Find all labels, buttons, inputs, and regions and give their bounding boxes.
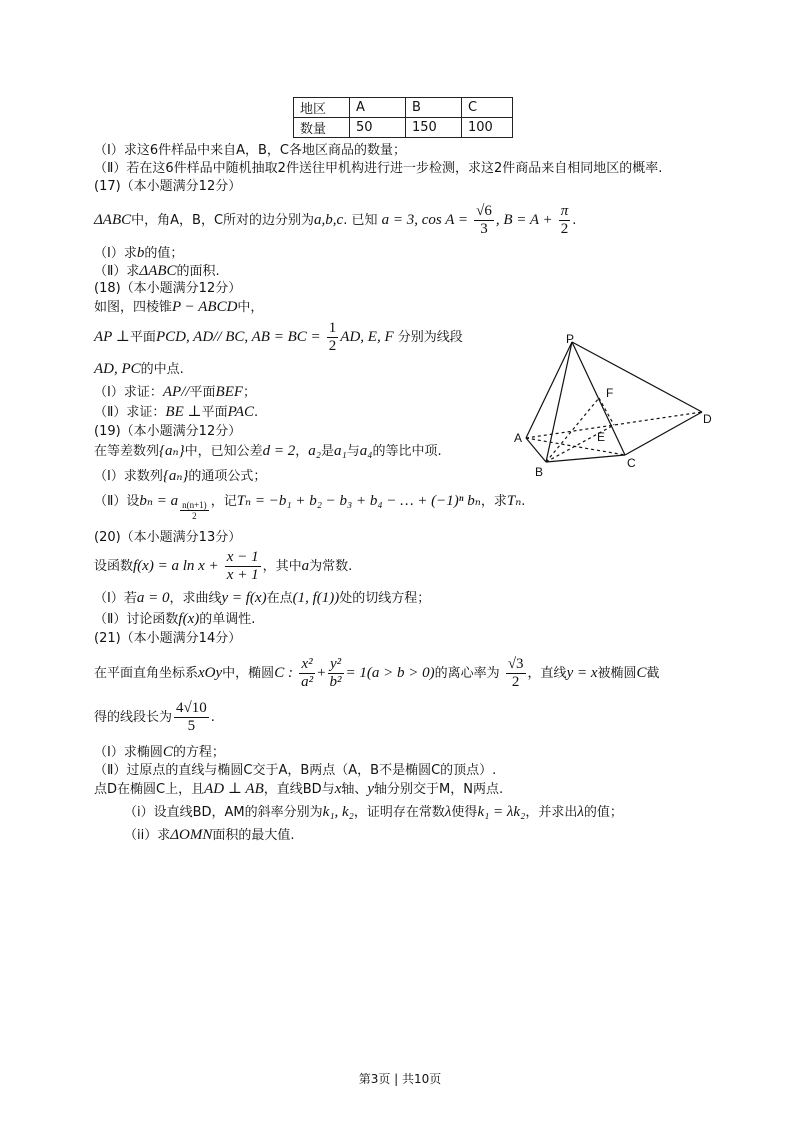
- q16-part1: （Ⅰ）求这6件样品中来自A，B，C各地区商品的数量；: [94, 143, 406, 158]
- q19-d: d = 2: [262, 443, 296, 459]
- q19-text: 是: [320, 444, 334, 459]
- region-quantity-table: [293, 97, 513, 138]
- q19-a2: a₂: [308, 443, 321, 459]
- q18-text: （Ⅰ）求证：: [94, 385, 163, 400]
- q18-condition2: [94, 360, 184, 379]
- q20-text: （Ⅱ）讨论函数: [94, 612, 179, 627]
- q20-part1: [94, 589, 430, 608]
- page-footer: 第3页 | 共10页: [358, 1072, 442, 1086]
- q17-text: . 已知: [343, 213, 378, 228]
- fraction-numerator: 4√10: [176, 700, 207, 716]
- q21-text: 得的线段长为: [94, 710, 173, 725]
- fraction-numerator: y²: [328, 656, 344, 674]
- q18-cond: AD, PC: [94, 361, 141, 377]
- table-row: [294, 98, 513, 118]
- q18-text: 如图，四棱锥: [94, 300, 173, 315]
- q19-a1: a₁: [333, 443, 347, 459]
- point-label-D: D: [703, 412, 712, 426]
- fraction-numerator: 1: [328, 320, 337, 336]
- q18-text: 分别为线段: [397, 330, 463, 345]
- table-cell: 地区: [294, 98, 350, 118]
- q19-text: 中，已知公差: [184, 444, 263, 459]
- q19-bn: bₙ = a: [139, 493, 179, 509]
- q18-var: BE ⊥: [165, 404, 202, 420]
- q20-header: (20)（本小题满分13分）: [94, 530, 242, 545]
- fraction-denominator: 5: [187, 718, 196, 734]
- fraction-numerator: x − 1: [226, 549, 259, 565]
- q19-part1: [94, 467, 266, 486]
- edge-AC: [526, 438, 625, 455]
- q21-chord: [94, 698, 215, 738]
- q19-part2: [94, 490, 525, 521]
- q16-part2: （Ⅱ）若在这6件样品中随机抽取2件送往甲机构进行进一步检测，求这2件商品来自相同地区的概率.: [94, 161, 663, 176]
- q21-text: 的方程；: [172, 745, 225, 760]
- q20-text: 的单调性.: [199, 612, 256, 627]
- q21-text: ，直线BD与: [263, 782, 335, 797]
- edge-FE: [599, 398, 614, 425]
- q20-text: ，其中: [262, 559, 302, 574]
- q19-text: 在等差数列: [94, 444, 160, 459]
- fraction-denominator: 2: [511, 674, 520, 690]
- q18-text: （Ⅱ）求证：: [94, 405, 166, 420]
- q21-x-fraction: [299, 656, 315, 691]
- q20-text: ，求曲线: [169, 591, 222, 606]
- q18-condition: [94, 318, 463, 357]
- edge-PB: [546, 342, 572, 462]
- q21-chord-fraction: [174, 700, 209, 735]
- q21-e-fraction: [506, 656, 526, 691]
- q18-header: (18)（本小题满分12分）: [94, 281, 242, 296]
- q21-text: 截: [646, 666, 660, 681]
- q17-text: 中，角A，B，C所对的边分别为: [131, 213, 315, 228]
- fraction-denominator: 3: [480, 221, 488, 237]
- fraction-denominator: 2: [328, 338, 337, 354]
- q21-k: k₁, k₂: [322, 804, 354, 820]
- q21-text: 被椭圆: [597, 666, 637, 681]
- q20-fraction: [225, 549, 261, 584]
- fraction-denominator: b²: [329, 674, 342, 690]
- q20-text: 处的切线方程；: [339, 591, 431, 606]
- q21-y: y: [367, 781, 375, 797]
- table-cell: 50: [350, 118, 406, 138]
- q21-text: 点D在椭圆C上，且: [94, 782, 205, 797]
- q21-header: (21)（本小题满分14分）: [94, 631, 242, 646]
- q17-triangle: ΔABC: [94, 212, 132, 228]
- point-label-E: E: [597, 430, 606, 444]
- q20-f: f(x) = a ln x +: [133, 558, 219, 574]
- q21-C: C: [636, 665, 647, 681]
- q19-text: ，记: [210, 494, 237, 509]
- q21-line: y = x: [566, 665, 598, 681]
- q18-text: .: [254, 405, 259, 420]
- edge-PD: [572, 342, 702, 412]
- table-cell: 数量: [294, 118, 350, 138]
- q18-text: 平面: [201, 405, 228, 420]
- q21-y-fraction: [328, 656, 344, 691]
- q19-text: （Ⅰ）求数列: [94, 469, 163, 484]
- q21-text: 轴、: [341, 782, 368, 797]
- q18-text: 平面: [189, 385, 216, 400]
- q17-period: .: [572, 213, 577, 228]
- point-label-A: A: [514, 431, 523, 445]
- table-cell: C: [462, 98, 513, 118]
- q21-cond: = 1(a > b > 0): [345, 665, 435, 681]
- q21-text: （i）设直线BD，AM的斜率分别为: [124, 805, 323, 820]
- q17-part1-text: 的值；: [144, 246, 184, 261]
- q21-text: ，直线: [527, 666, 567, 681]
- q21-text: 的值；: [583, 805, 623, 820]
- q17-condition: a = 3, cos A =: [381, 212, 468, 228]
- q20-a: a: [301, 558, 310, 574]
- q21-sub2: [124, 826, 295, 845]
- fraction-numerator: √3: [507, 656, 524, 672]
- q21-x: x: [334, 781, 342, 797]
- q21-text: 中，椭圆: [222, 666, 275, 681]
- pyramid-figure: [505, 330, 725, 480]
- q17-part2-var: ΔABC: [139, 263, 177, 279]
- q18-intro: [94, 298, 263, 317]
- q17-part2-text: （Ⅱ）求: [94, 264, 140, 279]
- q19-text: ，求: [480, 494, 507, 509]
- q21-plus: +: [317, 665, 326, 681]
- fraction-denominator: a²: [301, 674, 314, 690]
- q17-condition2: , B = A +: [495, 212, 553, 228]
- q18-half-fraction: [327, 320, 339, 355]
- q17-pi-fraction: [559, 203, 571, 238]
- q21-text: 轴分别交于M，N两点.: [374, 782, 504, 797]
- q21-C: C :: [274, 665, 293, 681]
- q18-cond: PCD, AD// BC, AB = BC =: [155, 329, 321, 345]
- edge-CD: [625, 412, 702, 455]
- q21-eq: k₁ = λk₂: [477, 804, 526, 820]
- q19-text: （Ⅱ）设: [94, 494, 140, 509]
- q20-text: 设函数: [94, 559, 134, 574]
- point-label-B: B: [535, 465, 544, 479]
- q21-text: .: [210, 710, 215, 725]
- q17-sides: a,b,c: [314, 212, 344, 228]
- q20-text: 在点: [266, 591, 293, 606]
- q19-text: ，: [295, 444, 309, 459]
- q18-cond: AD, E, F: [340, 329, 394, 345]
- edge-BF: [546, 398, 599, 462]
- q21-part1: [94, 743, 225, 762]
- q21-text: 的离心率为: [434, 666, 500, 681]
- q18-part2: [94, 403, 258, 422]
- q18-text: ；: [243, 385, 257, 400]
- q21-C: C: [162, 744, 173, 760]
- q19-seq: {aₙ}: [162, 468, 189, 484]
- q21-text: ，并求出: [525, 805, 578, 820]
- q20-curve: y = f(x): [221, 590, 267, 606]
- q20-a0: a = 0: [136, 590, 170, 606]
- fraction-denominator: x + 1: [226, 567, 259, 583]
- q21-part2-cont: [94, 780, 503, 799]
- q21-cond: AD ⊥ AB: [204, 781, 264, 797]
- q21-text: （Ⅰ）求椭圆: [94, 745, 163, 760]
- q18-var: BEF: [215, 384, 244, 400]
- fraction-denominator: 2: [192, 511, 197, 521]
- q18-var: AP//: [162, 384, 190, 400]
- q17-header: (17)（本小题满分12分）: [94, 179, 242, 194]
- q21-triangle: ΔOMN: [170, 827, 213, 843]
- q19-text: 与: [346, 444, 360, 459]
- q17-intro: [94, 201, 576, 240]
- q18-cond: AP ⊥: [94, 329, 130, 345]
- q17-part1: [94, 244, 183, 263]
- q19-subscript-fraction: [180, 500, 209, 521]
- q18-var: PAC: [227, 404, 255, 420]
- q21-sub1: [124, 803, 623, 822]
- q19-seq: {aₙ}: [159, 443, 185, 459]
- q21-text: 在平面直角坐标系: [94, 666, 199, 681]
- q18-text: 的中点.: [140, 362, 184, 377]
- q17-part1-text: （Ⅰ）求: [94, 246, 137, 261]
- q21-xOy: xOy: [198, 665, 223, 681]
- q20-point: (1, f(1)): [292, 590, 340, 606]
- table-cell: B: [406, 98, 462, 118]
- q20-f: f(x): [178, 611, 200, 627]
- q21-part2: （Ⅱ）过原点的直线与椭圆C交于A，B两点（A，B不是椭圆C的顶点）.: [94, 763, 497, 778]
- q17-part2: [94, 262, 220, 281]
- edge-AB: [526, 438, 546, 462]
- q20-text: 为常数.: [309, 559, 353, 574]
- q21-text: 使得: [451, 805, 478, 820]
- point-label-F: F: [606, 386, 614, 400]
- q19-text: 的通项公式；: [188, 469, 267, 484]
- q19-header: (19)（本小题满分12分）: [94, 424, 242, 439]
- q18-part1: [94, 383, 256, 402]
- q21-text: ，证明存在常数: [353, 805, 445, 820]
- q19-Tn: Tₙ: [506, 493, 522, 509]
- edge-PA: [526, 342, 572, 438]
- q18-text: 中，: [237, 300, 264, 315]
- q19-intro: [94, 442, 442, 461]
- q20-part2: [94, 610, 255, 629]
- q17-part1-var: b: [136, 245, 145, 261]
- q20-text: （Ⅰ）若: [94, 591, 137, 606]
- q21-lambda: λ: [577, 804, 584, 820]
- q21-text: 面积的最大值.: [212, 828, 295, 843]
- q19-a4: a₄: [359, 443, 373, 459]
- q21-intro: [94, 653, 660, 694]
- fraction-numerator: √6: [476, 203, 492, 219]
- point-label-P: P: [566, 332, 575, 346]
- q19-Tn-def: Tₙ = −b₁ + b₂ − b₃ + b₄ − … + (−1)ⁿ bₙ: [236, 493, 481, 509]
- fraction-denominator: 2: [560, 221, 569, 237]
- table-cell: 150: [406, 118, 462, 138]
- fraction-numerator: π: [560, 203, 569, 219]
- q21-text: （ii）求: [124, 828, 171, 843]
- q18-pyramid: P − ABCD: [172, 299, 238, 315]
- q17-part2-text: 的面积.: [176, 264, 220, 279]
- q19-text: .: [521, 494, 526, 509]
- table-cell: A: [350, 98, 406, 118]
- fraction-numerator: n(n+1): [182, 500, 207, 510]
- fraction-numerator: x²: [299, 656, 315, 674]
- q21-lambda: λ: [444, 804, 452, 820]
- point-label-C: C: [627, 456, 636, 470]
- q18-text: 平面: [129, 330, 156, 345]
- q20-intro: [94, 547, 352, 586]
- q17-cos-fraction: [474, 203, 494, 238]
- q19-text: 的等比中项.: [372, 444, 442, 459]
- table-cell: 100: [462, 118, 513, 138]
- table-row: [294, 118, 513, 138]
